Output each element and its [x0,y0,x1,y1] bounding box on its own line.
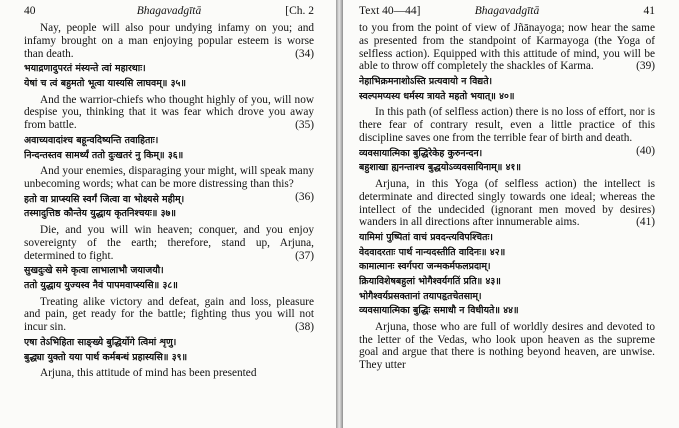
verse-line: यामिमां पुष्पितां वाचं प्रवदन्त्यविपश्चितः। [359,232,493,244]
running-title: Bhagavadgītā [474,5,540,17]
page-number: 40 [24,5,36,17]
left-page [0,0,336,428]
sanskrit-verse [24,336,314,365]
translation-paragraph [24,22,314,60]
paragraph-text: Arjuna, this attitude of mind has been presented [40,367,257,380]
page-body [24,22,314,380]
text-range-label: Text 40—44] [359,5,421,17]
verse-line: व्यवसायात्मिका बुद्धिः समाधौ न विधीयते॥ ४४॥ [359,305,519,317]
verse-line: सुखदुःखे समे कृत्वा लाभालाभौ जयाजयौ। [24,265,164,277]
chapter-label: [Ch. 2 [285,5,314,17]
verse-number: (35) [295,119,314,132]
verse-number: (34) [295,47,314,60]
paragraph-text: Die, and you will win heaven; conquer, and you enjoy sovereignty of the earth; therefore, stand up, Arjuna, determined to fight. [24,223,314,262]
translation-paragraph [359,321,655,372]
sanskrit-verse [359,75,655,104]
verse-line: अवाच्यवादांश्च बहून्वदिष्यन्ति तवाहिताः। [24,134,159,146]
translation-paragraph [24,367,314,380]
verse-line: तस्मादुत्तिष्ठ कौन्तेय युद्धाय कृतनिश्चयः॥ ३७॥ [24,208,177,220]
translation-paragraph [24,94,314,132]
page-header [24,0,314,22]
verse-number: (41) [636,216,655,229]
sanskrit-verse [24,134,314,163]
paragraph-text: And your enemies, disparaging your might, will speak many unbecoming words; what can be more distressing than this? [24,165,314,190]
translation-paragraph [359,22,655,73]
verse-line: येषां च त्वं बहुमतो भूत्वा यास्यसि लाघवम्॥ ३५॥ [24,77,187,89]
book-gutter [336,0,343,428]
verse-line: क्रियाविशेषबहुलां भोगैश्वर्यगतिं प्रति॥ ४३॥ [359,275,501,287]
verse-line: स्वल्पमप्यस्य धर्मस्य त्रायते महतो भयात्॥ ४०॥ [359,90,515,102]
verse-line: भोगैश्वर्यप्रसक्तानां तयापहृतचेतसाम्। [359,290,482,302]
translation-paragraph [24,224,314,262]
sanskrit-verse [24,264,314,293]
verse-number: (36) [295,190,314,203]
paragraph-text: to you from the point of view of Jñānayoga; now hear the same as presented from the standpoint of Karmayoga (the Yoga of selfless action). Equipped with this attitude of mind, you will be able to throw off completely the shackles of Karma. [359,22,655,73]
paragraph-text: Nay, people will also pour undying infamy on you; and infamy brought on a man enjoying popular esteem is worse than death. [24,22,314,60]
verse-line: कामात्मानः स्वर्गपरा जन्मकर्मफलप्रदाम्। [359,261,491,273]
verse-line: ततो युद्धाय युज्यस्व नैवं पापमवाप्स्यसि॥ ३८॥ [24,279,178,291]
sanskrit-verse [359,231,655,319]
page-header [359,0,655,22]
verse-line: हतो वा प्राप्स्यसि स्वर्गं जित्वा वा भोक्ष्यसे महीम्। [24,193,185,205]
paragraph-text: And the warrior-chiefs who thought highly of you, will now despise you, thinking that it was fear which drove you away from battle. [24,93,314,132]
sanskrit-verse [24,190,314,222]
verse-line: नेहाभिक्रमनाशोऽस्ति प्रत्यवायो न विद्यते। [359,76,493,88]
verse-line: वेदवादरताः पार्थ नान्यदस्तीति वादिनः॥ ४२॥ [359,246,506,258]
verse-line: बुद्ध्या युक्तो यया पार्थ कर्मबन्धं प्रहास्यसि॥ ३९॥ [24,351,188,363]
verse-line: बहुशाखा ह्यनन्ताश्च बुद्धयोऽव्यवसायिनाम्॥ ४१॥ [359,162,521,174]
verse-line: एषा तेऽभिहिता साङ्ख्ये बुद्धिर्योगे त्विमां शृणु। [24,336,177,348]
verse-number: (37) [295,249,314,262]
verse-line: व्यवसायात्मिका बुद्धिरेकेह कुरुनन्दन। [359,147,483,159]
paragraph-text: Arjuna, those who are full of worldly desires and devoted to the letter of the Vedas, who look upon heaven as the supreme goal and argue that there is nothing beyond heaven, are unwise. They utter [359,320,655,372]
verse-line: भयाद्रणादुपरतं मंस्यन्ते त्वां महारथाः। [24,63,146,75]
sanskrit-verse [24,62,314,91]
verse-number: (39) [636,60,655,73]
paragraph-text: Arjuna, in this Yoga (of selfless action) the intellect is determinate and directed singly towards one ideal; whereas the intellect of the undecided (ignorant men moved by desires) wanders in all directions after innumerable aims. [359,177,655,229]
running-title: Bhagavadgītā [136,5,202,17]
page-number: 41 [643,5,655,17]
paragraph-text: In this path (of selfless action) there is no loss of effort, nor is there fear of contrary result, even a little practice of this discipline saves one from the terrible fear of birth and death. [359,106,655,144]
verse-line: निन्दन्तस्तव सामर्थ्यं ततो दुःखतरं नु किम्॥ ३६॥ [24,149,184,161]
translation-paragraph [24,296,314,334]
paragraph-text: Treating alike victory and defeat, gain and loss, pleasure and pain, get ready for the battle; fighting thus you will not incur sin. [24,295,314,334]
right-page [343,0,679,428]
translation-paragraph [359,178,655,229]
page-body [359,22,655,372]
verse-number: (40) [636,144,655,157]
verse-number: (38) [295,321,314,334]
sanskrit-verse [359,144,655,176]
